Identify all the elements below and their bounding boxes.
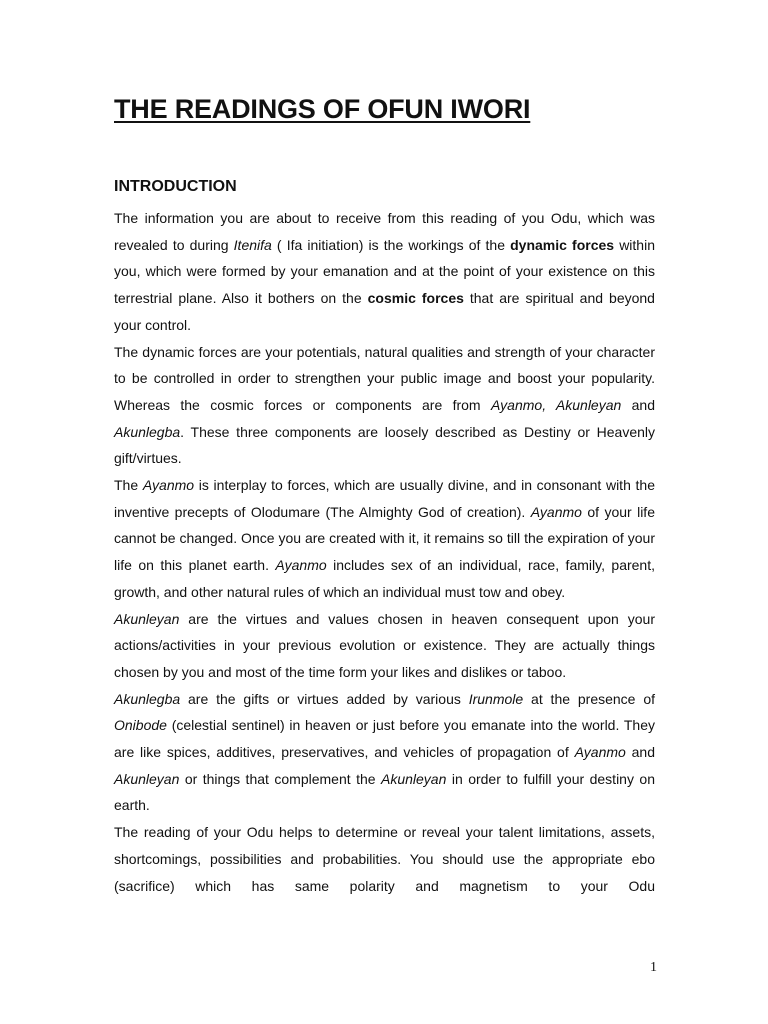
- text-run: within you, which were formed by your emanation and at the point of your existence on this terrestrial plane. Also it bothers on the: [114, 236, 655, 307]
- paragraph: [114, 205, 655, 339]
- text-run: The: [114, 477, 143, 494]
- italic-term: Ayanmo: [275, 557, 327, 574]
- text-run: at the presence of: [523, 690, 655, 707]
- page-number: 1: [650, 960, 657, 975]
- bold-term: cosmic forces: [367, 290, 464, 307]
- text-run: are the gifts or virtues added by various: [180, 690, 469, 707]
- italic-term: Irunmole: [468, 690, 524, 707]
- paragraph: [114, 819, 655, 899]
- paragraph: [114, 339, 655, 473]
- italic-term: Ayanmo, Akunleyan: [490, 396, 622, 413]
- paragraph: [114, 686, 655, 820]
- paragraph: [114, 606, 655, 686]
- text-run: or things that complement the: [179, 770, 381, 787]
- italic-term: Itenifa: [233, 236, 272, 253]
- section-heading: INTRODUCTION: [114, 178, 237, 195]
- italic-term: Ayanmo: [574, 744, 626, 761]
- text-run: are the virtues and values chosen in heaven consequent upon your actions/activities in your previous evolution or existence. They are actually things chosen by you and most of the time form your likes and dislikes or taboo.: [114, 610, 655, 680]
- text-run: (celestial sentinel) in heaven or just before you emanate into the world. They are like spices, additives, preservatives, and vehicles of propagation of: [114, 717, 655, 761]
- text-run: is interplay to forces, which are usually divine, and in consonant with the inventive precepts of Olodumare (The Almighty God of creation).: [114, 477, 655, 520]
- italic-term: Ayanmo: [530, 503, 582, 520]
- body-text: [114, 205, 655, 899]
- text-run: in order to fulfill your destiny on earth.: [114, 770, 655, 814]
- italic-term: Akunleyan: [381, 770, 447, 787]
- italic-term: Akunleyan: [114, 770, 180, 787]
- text-run: . These three components are loosely described as Destiny or Heavenly gift/virtues.: [114, 423, 655, 467]
- italic-term: Onibode: [114, 717, 167, 734]
- text-run: The information you are about to receive from this reading of you Odu, which was revealed to during: [114, 210, 655, 253]
- italic-term: Akunlegba: [114, 423, 181, 440]
- text-run: ( Ifa initiation) is the workings of the: [271, 236, 511, 253]
- text-run: that are spiritual and beyond your control.: [114, 290, 655, 333]
- italic-term: Akunleyan: [114, 610, 180, 627]
- document-title: THE READINGS OF OFUN IWORI: [114, 94, 531, 124]
- text-run: and: [621, 396, 656, 413]
- text-run: and: [625, 744, 655, 761]
- bold-term: dynamic forces: [510, 236, 615, 253]
- text-run: The reading of your Odu helps to determine or reveal your talent limitations, assets, shortcomings, possibilities and probabilities. You should use the appropriate ebo (sacrifice) which has same polarity and magnetism to your Odu: [114, 824, 655, 894]
- text-run: includes sex of an individual, race, family, parent, growth, and other natural rules of which an individual must tow and obey.: [114, 557, 655, 600]
- text-run: The dynamic forces are your potentials, natural qualities and strength of your character to be controlled in order to strengthen your public image and boost your popularity. Whereas the cosmic forces or components are from: [114, 343, 655, 413]
- italic-term: Ayanmo: [142, 477, 195, 494]
- text-run: of your life cannot be changed. Once you are created with it, it remains so till the expiration of your life on this planet earth.: [114, 503, 655, 574]
- paragraph: [114, 472, 655, 606]
- italic-term: Akunlegba: [114, 690, 181, 707]
